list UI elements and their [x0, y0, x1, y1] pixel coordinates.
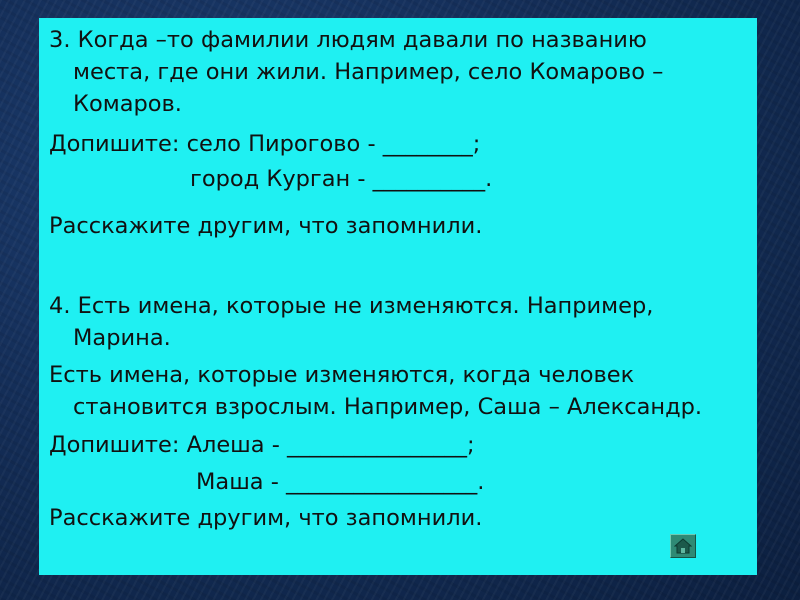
task3-complete-city: город Курган - __________.	[190, 166, 493, 192]
home-button[interactable]	[670, 534, 696, 558]
task3-retell: Расскажите другим, что запомнили.	[49, 213, 483, 239]
task3-complete-village: Допишите: село Пирогово - ________;	[49, 131, 481, 157]
task4-line2: Марина.	[73, 325, 171, 351]
task4-complete-alesha: Допишите: Алеша - ________________;	[49, 432, 475, 458]
task4-line4: становится взрослым. Например, Саша – Александр.	[73, 394, 703, 420]
task3-line3: Комаров.	[73, 91, 182, 117]
task4-line3: Есть имена, которые изменяются, когда человек	[49, 362, 635, 388]
task4-line1: 4. Есть имена, которые не изменяются. Например,	[49, 293, 654, 319]
task4-complete-masha: Маша - _________________.	[196, 469, 485, 495]
task3-line2: места, где они жили. Например, село Комарово –	[73, 59, 664, 85]
house-icon	[674, 538, 692, 554]
slide-content-panel	[39, 18, 757, 575]
task4-retell: Расскажите другим, что запомнили.	[49, 505, 483, 531]
task3-line1: 3. Когда –то фамилии людям давали по названию	[49, 27, 647, 53]
